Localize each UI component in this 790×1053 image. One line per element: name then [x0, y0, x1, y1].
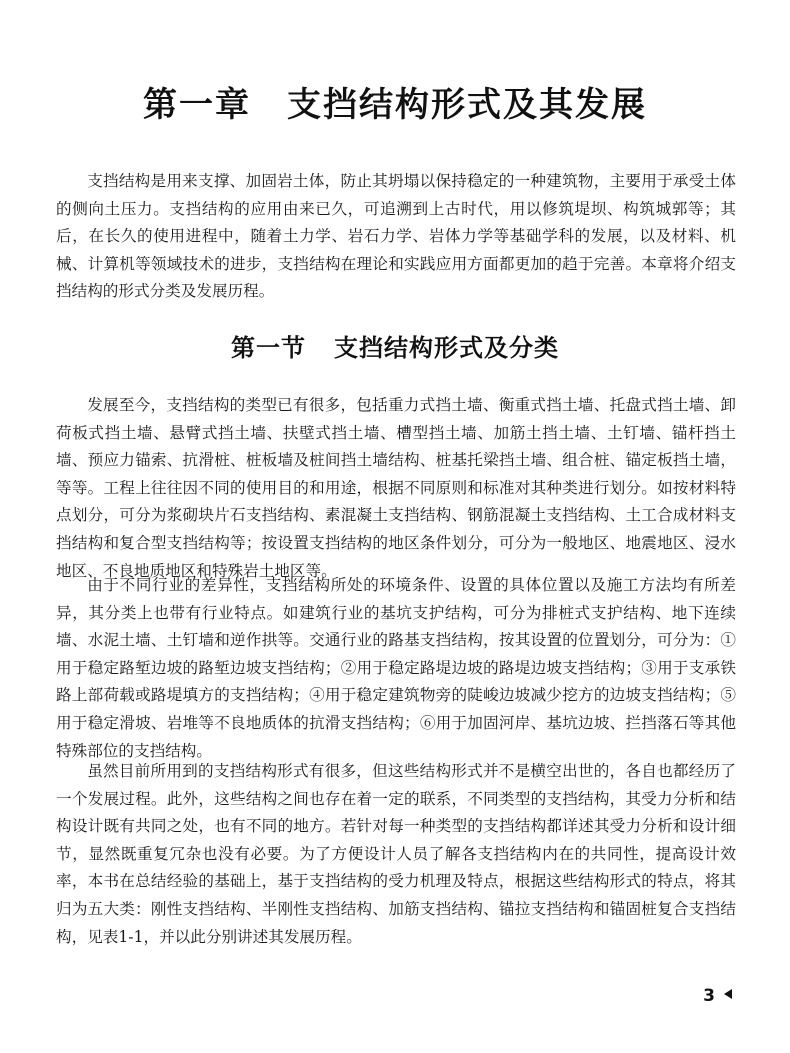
chapter-title [0, 80, 790, 130]
body-paragraph: 由于不同行业的差异性，支挡结构所处的环境条件、设置的具体位置以及施工方法均有所差异，其分类上也带有行业特点。如建筑行业的基坑支护结构，可分为排桩式支护结构、地下连续墙、水泥土墙、土钉墙和逆作拱等。交通行业的路基支挡结构，按其设置的位置划分，可分为：①用于稳定路堑边坡的路堑边坡支挡结构；②用于稳定路堤边坡的路堤边坡支挡结构；③用于支承铁路上部荷载或路堤填方的支挡结构；④用于稳定建筑物旁的陡峻边坡减少挖方的边坡支挡结构；⑤用于稳定滑坡、岩堆等不良地质体的抗滑支挡结构；⑥用于加固河岸、基坑边坡、拦挡落石等其他特殊部位的支挡结构。 [56, 576, 736, 760]
page-number: 3 [703, 986, 715, 1006]
page-footer [703, 984, 732, 1008]
body-paragraph: 发展至今，支挡结构的类型已有很多，包括重力式挡土墙、衡重式挡土墙、托盘式挡土墙、卸荷板式挡土墙、悬臂式挡土墙、扶壁式挡土墙、槽型挡土墙、加筋土挡土墙、土钉墙、锚杆挡土墙、预应力锚索、抗滑桩、桩板墙及桩间挡土墙结构、桩基托梁挡土墙、组合桩、锚定板挡土墙，等等。工程上往往因不同的使用目的和用途，根据不同原则和标准对其种类进行划分。如按材料特点划分，可分为浆砌块片石支挡结构、素混凝土支挡结构、钢筋混凝土支挡结构、土工合成材料支挡结构和复合型支挡结构等；按设置支挡结构的地区条件划分，可分为一般地区、地震地区、浸水地区、不良地质地区和特殊岩土地区等。 [56, 396, 736, 580]
section-number: 第一节 [231, 334, 306, 362]
chapter-intro-paragraph: 支挡结构是用来支撑、加固岩土体，防止其坍塌以保持稳定的一种建筑物，主要用于承受土体的侧向土压力。支挡结构的应用由来已久，可追溯到上古时代，用以修筑堤坝、构筑城郭等；其后，在长久的使用进程中，随着土力学、岩石力学、岩体力学等基础学科的发展，以及材料、机械、计算机等领域技术的进步，支挡结构在理论和实践应用方面都更加的趋于完善。本章将介绍支挡结构的形式分类及发展历程。 [56, 172, 736, 301]
section-title [0, 330, 790, 366]
chapter-title-text: 支挡结构形式及其发展 [287, 85, 647, 125]
section-title-text: 支挡结构形式及分类 [334, 334, 559, 362]
chapter-number: 第一章 [143, 85, 251, 125]
triangle-left-icon [724, 989, 732, 999]
body-paragraph: 虽然目前所用到的支挡结构形式有很多，但这些结构形式并不是横空出世的，各自也都经历了一个发展过程。此外，这些结构之间也存在着一定的联系，不同类型的支挡结构，其受力分析和结构设计既有共同之处，也有不同的地方。若针对每一种类型的支挡结构都详述其受力分析和设计细节，显然既重复冗杂也没有必要。为了方便设计人员了解各支挡结构内在的共同性，提高设计效率，本书在总结经验的基础上，基于支挡结构的受力机理及特点，根据这些结构形式的特点，将其归为五大类：刚性支挡结构、半刚性支挡结构、加筋支挡结构、锚拉支挡结构和锚固桩复合支挡结构，见表1-1，并以此分别讲述其发展历程。 [56, 762, 736, 946]
